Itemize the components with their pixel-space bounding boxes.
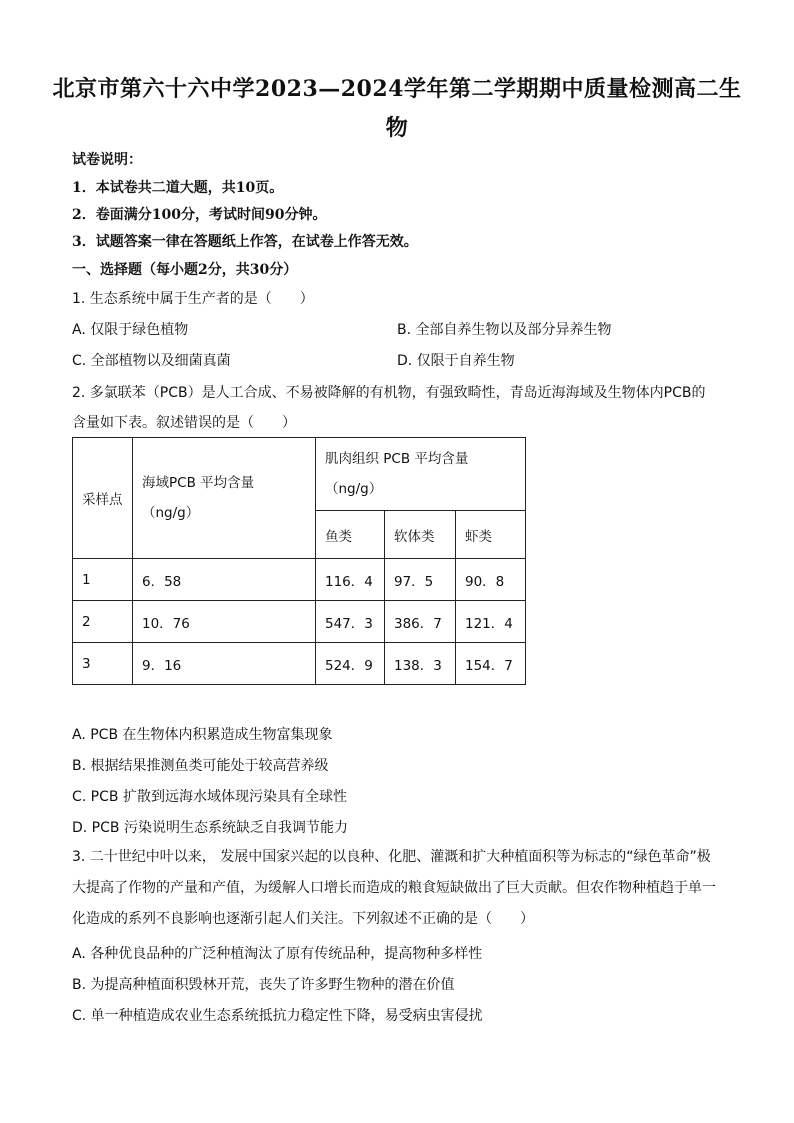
q2-option-c: C. PCB 扩散到远海水域体现污染具有全球性	[72, 789, 347, 805]
table-cell: 9．16	[133, 643, 316, 685]
table-cell: 6．58	[133, 559, 316, 601]
question-1-stem: 1. 生态系统中属于生产者的是（ ）	[72, 291, 314, 307]
section-heading: 一、选择题（每小题2分，共30分）	[72, 262, 298, 278]
table-cell: 3	[73, 643, 133, 685]
table-cell: 138．3	[385, 643, 456, 685]
q1-option-d: D. 仅限于自养生物	[397, 353, 515, 369]
header-tissue	[316, 438, 526, 511]
table-row	[73, 643, 526, 685]
q2-option-d: D. PCB 污染说明生态系统缺乏自我调节能力	[72, 820, 348, 836]
table-cell: 121．4	[456, 601, 526, 643]
q1-option-c: C. 全部植物以及细菌真菌	[72, 353, 231, 369]
header-tissue-line2: （ng/g）	[325, 481, 383, 497]
header-tissue-line1: 肌肉组织 PCB 平均含量	[325, 451, 469, 467]
table-cell: 547．3	[316, 601, 385, 643]
instruction-item-3: 3．试题答案一律在答题纸上作答，在试卷上作答无效。	[72, 234, 418, 250]
header-sea-line2: （ng/g）	[142, 505, 200, 521]
question-3-stem: 3. 二十世纪中叶以来， 发展中国家兴起的以良种、化肥、灌溉和扩大种植面积等为标志的“绿色革命”极大提高了作物的产量和产值，为缓解人口增长而造成的粮食短缺做出了巨大贡献。但农作物种植趋于单一化造成的系列不良影响也逐渐引起人们关注。下列叙述不正确的是（ ）	[72, 849, 716, 927]
table-row	[73, 601, 526, 643]
q1-option-a: A. 仅限于绿色植物	[72, 322, 189, 338]
q3-option-b: B. 为提高种植面积毁林开荒，丧失了许多野生物种的潜在价值	[72, 977, 455, 993]
header-fish: 鱼类	[316, 511, 385, 559]
table-cell: 97．5	[385, 559, 456, 601]
table-cell: 10．76	[133, 601, 316, 643]
table-cell: 524．9	[316, 643, 385, 685]
q1-option-b: B. 全部自养生物以及部分异养生物	[397, 322, 612, 338]
table-row	[73, 559, 526, 601]
table-cell: 154．7	[456, 643, 526, 685]
page-title-line1: 北京市第六十六中学2023—2024学年第二学期期中质量检测高二生	[52, 76, 742, 102]
table-cell: 90．8	[456, 559, 526, 601]
table-cell: 116．4	[316, 559, 385, 601]
header-sea	[133, 438, 316, 559]
pcb-table	[72, 437, 526, 685]
q3-option-a: A. 各种优良品种的广泛种植淘汰了原有传统品种，提高物种多样性	[72, 946, 483, 962]
table-cell: 386．7	[385, 601, 456, 643]
header-mollusk: 软体类	[385, 511, 456, 559]
question-2-stem-line1: 2. 多氯联苯（PCB）是人工合成、不易被降解的有机物，有强致畸性，青岛近海海域及生物体内PCB的	[72, 385, 706, 401]
instruction-item-2: 2．卷面满分100分，考试时间90分钟。	[72, 207, 327, 223]
page-title-line2: 物	[385, 115, 409, 141]
instructions-heading: 试卷说明：	[72, 152, 142, 168]
instruction-item-1: 1．本试卷共二道大题，共10页。	[72, 180, 284, 196]
question-2-stem-line2: 含量如下表。叙述错误的是（ ）	[72, 415, 296, 431]
header-site: 采样点	[73, 438, 133, 559]
q2-option-b: B. 根据结果推测鱼类可能处于较高营养级	[72, 758, 329, 774]
header-shrimp: 虾类	[456, 511, 526, 559]
header-sea-line1: 海域PCB 平均含量	[142, 475, 255, 491]
q3-option-c: C. 单一种植造成农业生态系统抵抗力稳定性下降，易受病虫害侵扰	[72, 1008, 483, 1024]
table-cell: 2	[73, 601, 133, 643]
table-cell: 1	[73, 559, 133, 601]
q2-option-a: A. PCB 在生物体内积累造成生物富集现象	[72, 727, 333, 743]
